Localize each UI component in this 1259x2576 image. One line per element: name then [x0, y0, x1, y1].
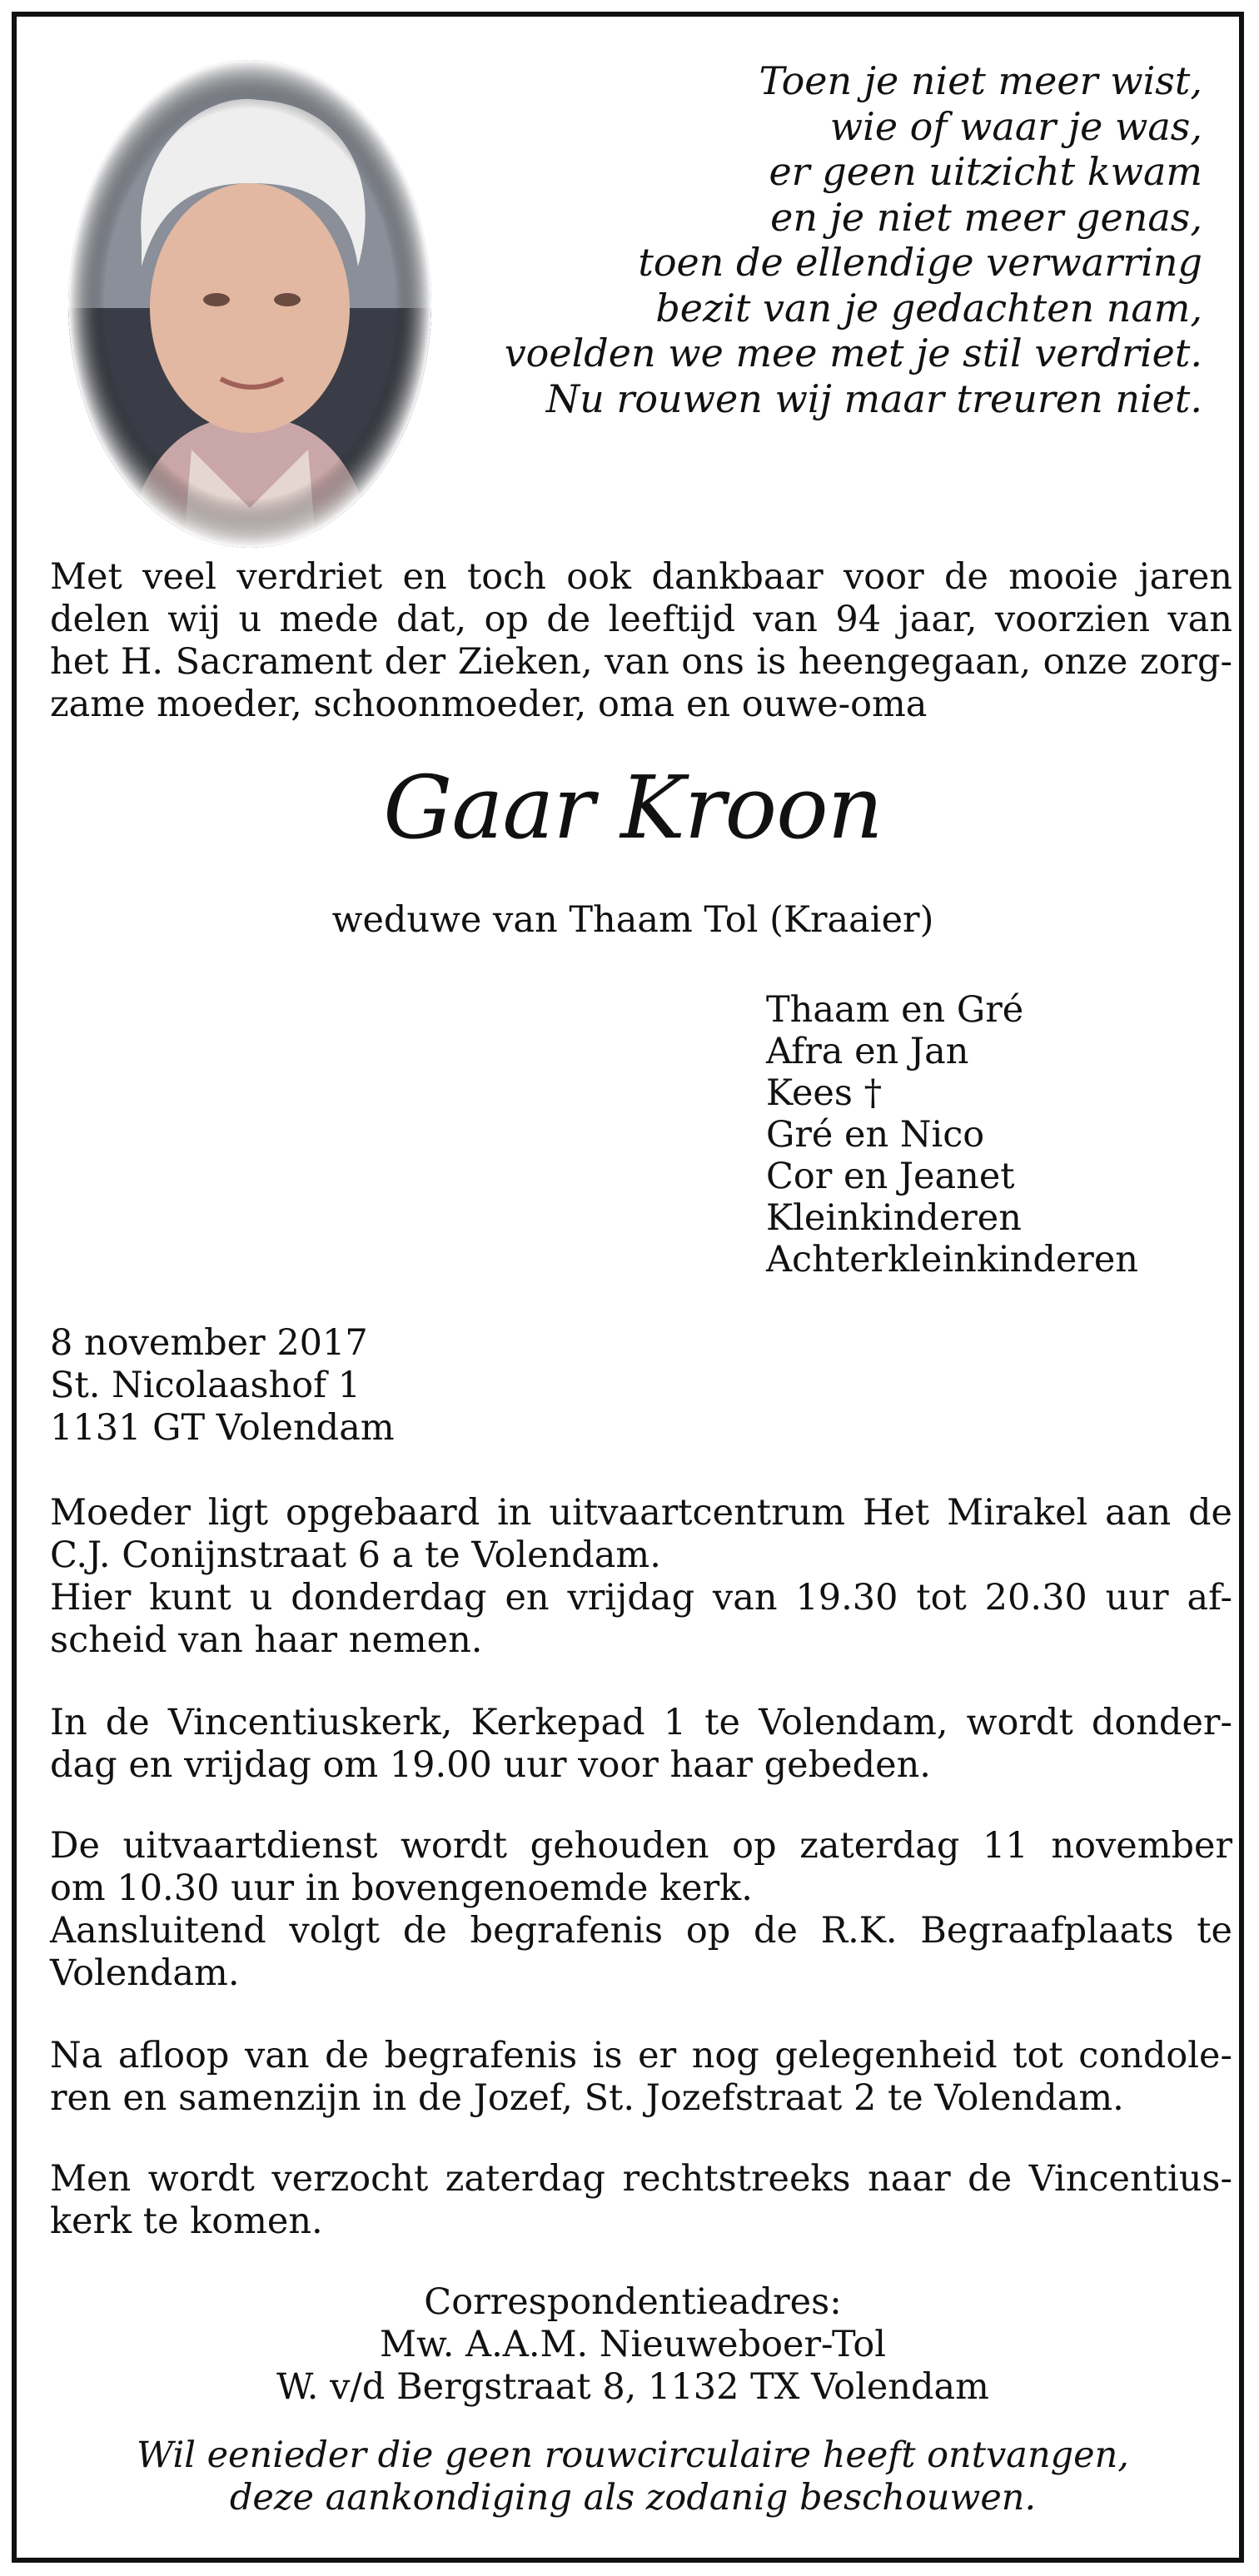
correspondence-address [17, 2281, 1249, 2409]
address-line: 1131 GT Volendam [50, 1407, 395, 1449]
home-address [50, 1322, 395, 1450]
funeral-paragraph [50, 1825, 1232, 1995]
closing-line: deze aankondiging als zodanig beschouwen. [229, 2477, 1037, 2519]
address-line: St. Nicolaashof 1 [50, 1365, 361, 1406]
address-line: 8 november 2017 [50, 1322, 368, 1364]
paragraph-line: scheid van haar nemen. [50, 1619, 483, 1661]
family-member: Thaam en Gré [766, 989, 1024, 1031]
viewing-paragraph [50, 1492, 1232, 1662]
paragraph-line: Hier kunt u donderdag en vrijdag van 19.30 tot 20.30 uur af- [50, 1577, 1232, 1619]
poem-line: bezit van je gedachten nam, [655, 285, 1202, 331]
correspondence-line: W. v/d Bergstraat 8, 1132 TX Volendam [276, 2366, 989, 2408]
paragraph-line: C.J. Conijnstraat 6 a te Volendam. [50, 1534, 661, 1576]
poem-line: toen de ellendige verwarring [638, 240, 1202, 285]
paragraph-line: Men wordt verzocht zaterdag rechtstreeks naar de Vincentius- [50, 2158, 1232, 2200]
correspondence-line: Mw. A.A.M. Nieuweboer-Tol [379, 2324, 887, 2365]
paragraph-line: dag en vrijdag om 19.00 uur voor haar gebeden. [50, 1744, 931, 1786]
poem-line: voelden we mee met je stil verdriet. [504, 331, 1202, 375]
family-member: Achterkleinkinderen [766, 1239, 1138, 1281]
intro-line: Met veel verdriet en toch ook dankbaar voor de mooie jaren [50, 556, 1232, 598]
family-member: Cor en Jeanet [766, 1156, 1015, 1197]
church-paragraph [50, 2158, 1232, 2243]
paragraph-line: Moeder ligt opgebaard in uitvaartcentrum Het Mirakel aan de [50, 1492, 1232, 1534]
poem-line: er geen uitzicht kwam [769, 149, 1202, 194]
paragraph-line: Na afloop van de begrafenis is er nog gelegenheid tot condole- [50, 2035, 1232, 2076]
intro-line: zame moeder, schoonmoeder, oma en ouwe-oma [50, 684, 928, 725]
closing-line: Wil eenieder die geen rouwcirculaire heeft ontvangen, [137, 2434, 1129, 2476]
paragraph-line: kerk te komen. [50, 2201, 323, 2242]
paragraph-line: Aansluitend volgt de begrafenis op de R.K. Begraafplaats te [50, 1910, 1232, 1952]
intro-line: het H. Sacrament der Zieken, van ons is heengegaan, onze zorg- [50, 641, 1232, 683]
poem [386, 58, 1202, 421]
correspondence-line: Correspondentieadres: [424, 2281, 842, 2323]
deceased-name: Gaar Kroon [383, 757, 883, 858]
poem-line: Toen je niet meer wist, [759, 58, 1202, 103]
intro-line: delen wij u mede dat, op de leeftijd van 94 jaar, voorzien van [50, 599, 1232, 640]
family-member: Afra en Jan [766, 1031, 969, 1072]
paragraph-line: Volendam. [50, 1952, 240, 1994]
family-list [766, 989, 1138, 1281]
prayer-paragraph [50, 1702, 1232, 1787]
paragraph-line: ren en samenzijn in de Jozef, St. Jozefstraat 2 te Volendam. [50, 2077, 1124, 2119]
paragraph-line: In de Vincentiuskerk, Kerkepad 1 te Volendam, wordt donder- [50, 1702, 1232, 1743]
poem-line: en je niet meer genas, [770, 194, 1202, 240]
obituary-card [12, 12, 1244, 2563]
condolence-paragraph [50, 2035, 1232, 2120]
family-member: Kees † [766, 1072, 883, 1114]
closing-note [17, 2434, 1249, 2519]
family-member: Kleinkinderen [766, 1197, 1022, 1239]
intro-paragraph [50, 556, 1232, 726]
family-member: Gré en Nico [766, 1114, 985, 1156]
widow-of: weduwe van Thaam Tol (Kraaier) [331, 899, 934, 941]
poem-line: Nu rouwen wij maar treuren niet. [545, 375, 1202, 421]
paragraph-line: om 10.30 uur in bovengenoemde kerk. [50, 1867, 753, 1909]
paragraph-line: De uitvaartdienst wordt gehouden op zaterdag 11 november [50, 1825, 1232, 1867]
portrait-photo [67, 58, 433, 550]
poem-line: wie of waar je was, [829, 103, 1202, 149]
